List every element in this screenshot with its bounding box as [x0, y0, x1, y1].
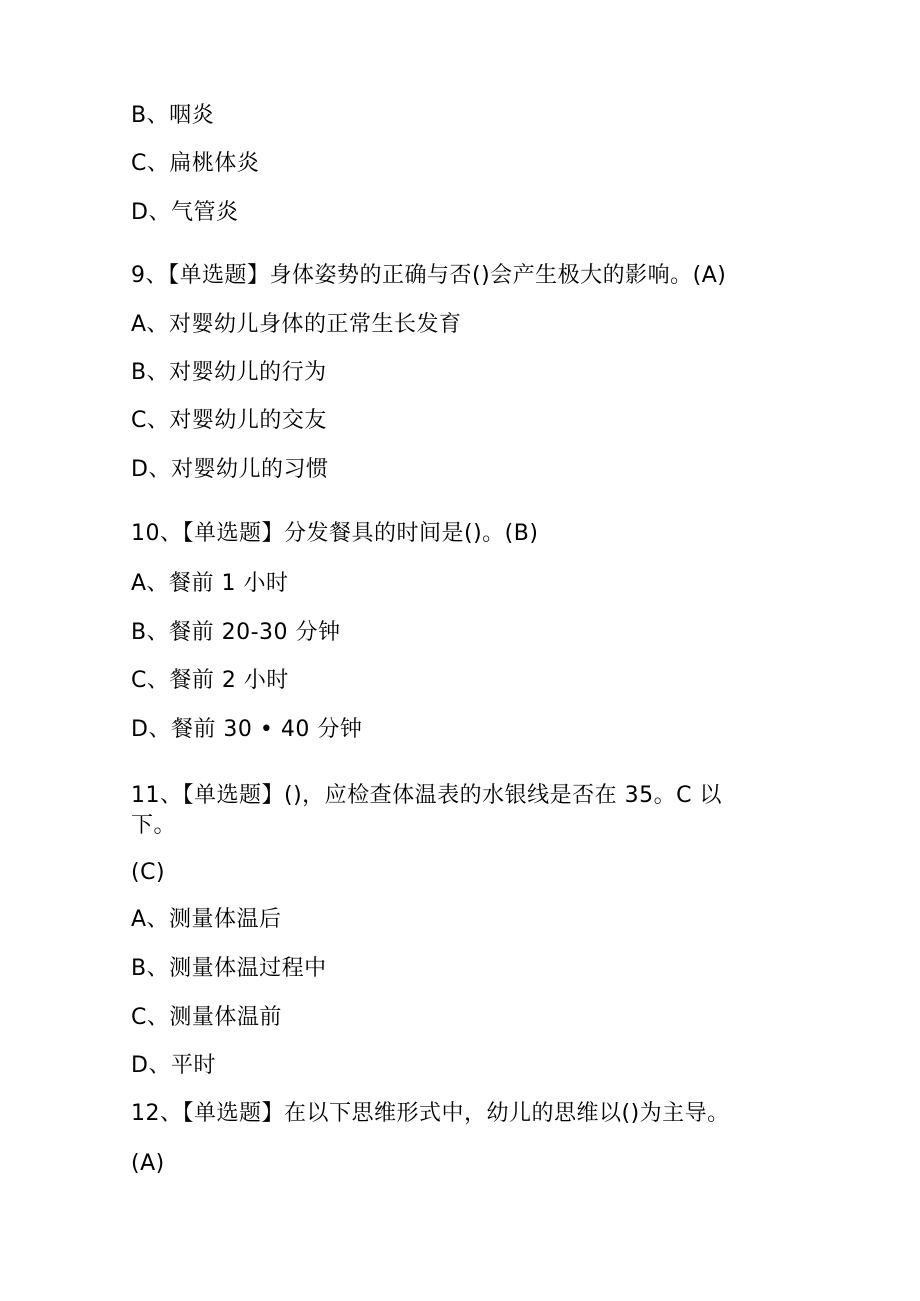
q11-question-continued: 下。	[131, 813, 177, 838]
q10-question: 10、【单选题】分发餐具的时间是()。(B)	[131, 521, 539, 546]
q11-option-b: B、测量体温过程中	[131, 956, 327, 981]
q9-option-b: B、对婴幼儿的行为	[131, 360, 327, 385]
q8-option-b: B、咽炎	[131, 103, 215, 128]
q10-option-c: C、餐前 2 小时	[131, 668, 289, 693]
q9-option-c: C、对婴幼儿的交友	[131, 408, 327, 433]
q12-question: 12、【单选题】在以下思维形式中，幼儿的思维以()为主导。	[131, 1101, 730, 1126]
q11-option-c: C、测量体温前	[131, 1005, 282, 1030]
q8-option-d: D、气管炎	[131, 200, 239, 225]
q9-option-a: A、对婴幼儿身体的正常生长发育	[131, 312, 462, 337]
q11-answer: (C)	[131, 860, 166, 885]
q10-option-b: B、餐前 20-30 分钟	[131, 620, 341, 645]
q10-option-d: D、餐前 30 • 40 分钟	[131, 717, 363, 742]
q11-option-d: D、平时	[131, 1053, 216, 1078]
q8-option-c: C、扁桃体炎	[131, 151, 260, 176]
q9-option-d: D、对婴幼儿的习惯	[131, 457, 329, 482]
q10-option-a: A、餐前 1 小时	[131, 571, 289, 596]
q11-option-a: A、测量体温后	[131, 907, 282, 932]
q9-question: 9、【单选题】身体姿势的正确与否()会产生极大的影响。(A)	[131, 263, 727, 288]
q12-answer: (A)	[131, 1151, 165, 1176]
q11-question: 11、【单选题】()，应检查体温表的水银线是否在 35。C 以	[131, 783, 723, 808]
